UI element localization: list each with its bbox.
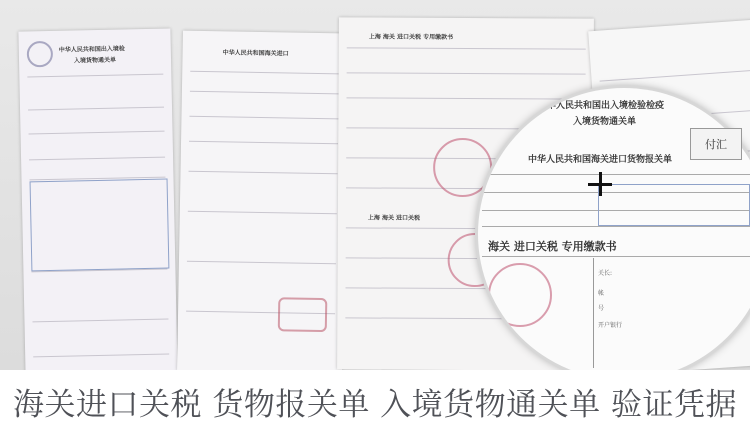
mag-line-1: 中华人民共和国出入境检验检疫: [538, 101, 665, 111]
mag-line-2: 入境货物通关单: [573, 117, 637, 127]
mag-red-seal: [488, 263, 552, 327]
caption-text: 海关进口关税 货物报关单 入境货物通关单 验证凭据: [12, 387, 738, 423]
clearance-title-2: 入境货物通关单: [73, 56, 117, 65]
declaration-title: 中华人民共和国海关进口: [222, 49, 289, 58]
declaration-document: [177, 31, 348, 370]
clearance-document: [18, 28, 177, 370]
duty-title-bottom: 上海 海关 进口关税: [367, 214, 421, 222]
crosshair-icon-v: [599, 172, 602, 196]
customs-stamp: [278, 297, 328, 332]
magnifier-lens: 中华人民共和国出入境检验检疫 入境货物通关单 中华人民共和国海关进口货物报关单 海关 进口关税 专用缴款书 关长: 帐 号 开户银行: [478, 88, 750, 370]
clearance-title-1: 中华人民共和国出入境检: [58, 45, 125, 54]
duty-title-top: 上海 海关 进口关税 专用缴款书: [368, 33, 454, 41]
caption-bar: [0, 370, 750, 433]
red-seal: [433, 138, 492, 197]
mag-line-4: 海关 进口关税 专用缴款书: [488, 240, 617, 253]
ciq-logo: [27, 41, 54, 68]
mag-line-3: 中华人民共和国海关进口货物报关单: [528, 155, 673, 165]
payment-tab: 付汇: [690, 128, 742, 160]
